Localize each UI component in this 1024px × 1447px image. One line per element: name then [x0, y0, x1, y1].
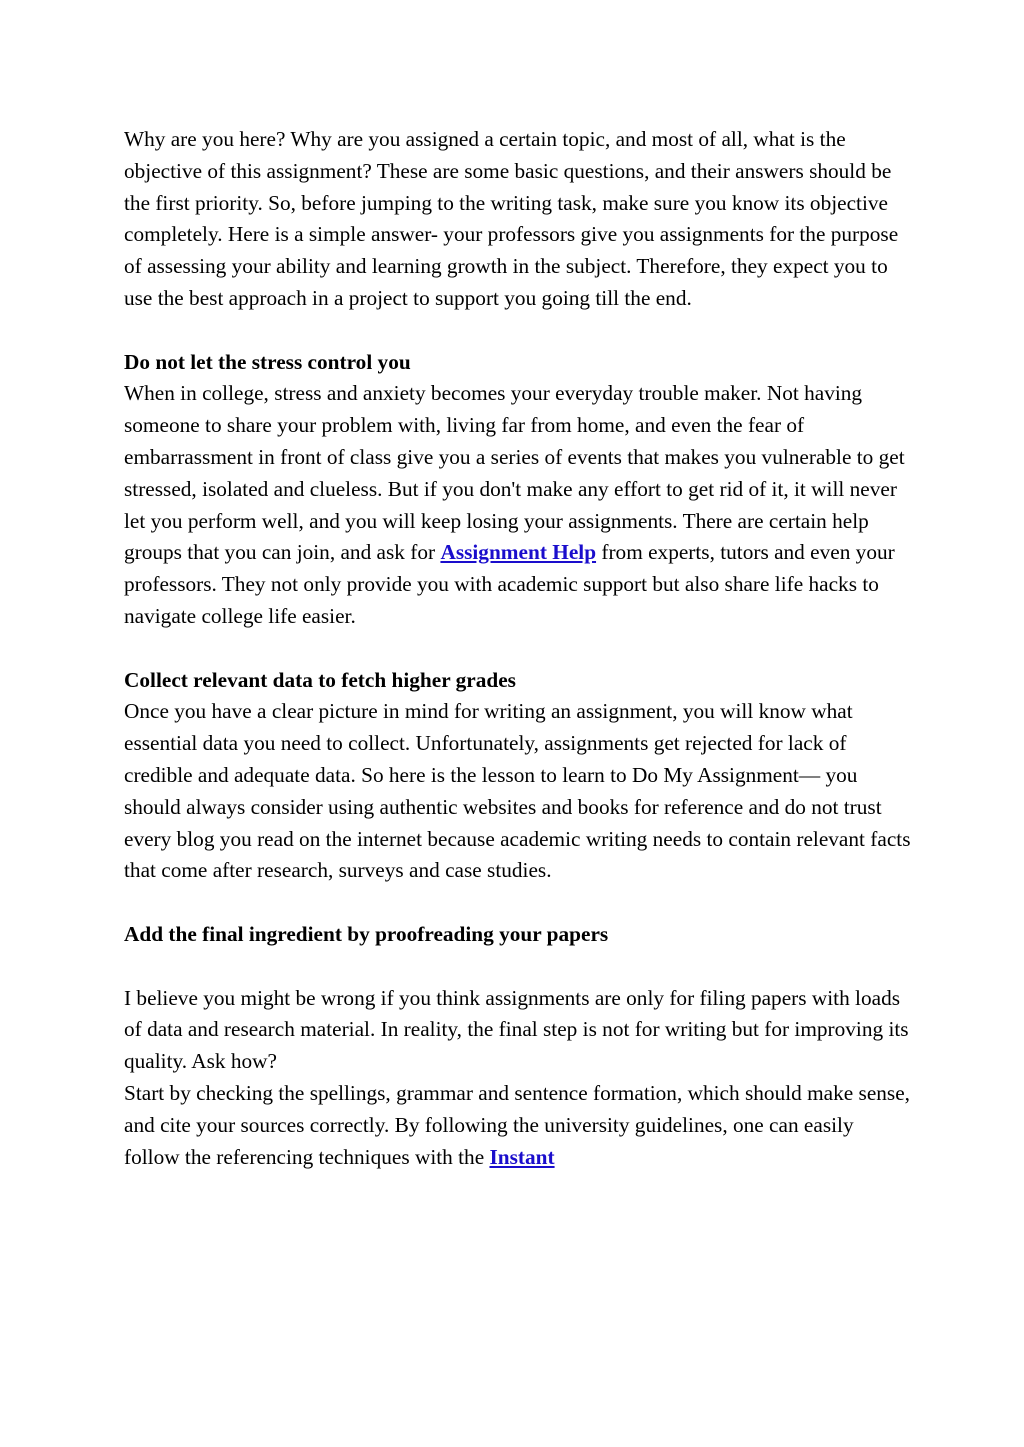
intro-paragraph: Why are you here? Why are you assigned a certain topic, and most of all, what is the objective of this assignment? These are some basic questions, and their answers should be the first priority. So, before jumping to the writing task, make sure you know its objective completely. Here is a simple answer- your professors give you assignments for the purpose of assessing your ability and learning growth in the subject. Therefore, they expect you to use the best approach in a project to support you going till the end.: [124, 127, 899, 310]
paragraph-gap: [124, 315, 914, 347]
paragraph-gap: [124, 951, 914, 983]
stress-text-after-link: from experts, tutors and even your professors. They not only provide you with academic support but also share life hacks to navigate college life easier.: [124, 540, 895, 628]
proofread-paragraph-1: I believe you might be wrong if you think assignments are only for filing papers with loads of data and research material. In reality, the final step is not for writing but for improving its quality. Ask how?: [124, 985, 909, 1074]
stress-paragraph: [124, 378, 914, 632]
section-heading-stress: Do not let the stress control you: [124, 349, 411, 374]
stress-text-before-link: When in college, stress and anxiety becomes your everyday trouble maker. Not having someone to share your problem with, living far from home, and even the fear of embarrassment in front of class give you a series of events that makes you vulnerable to get stressed, isolated and clueless. But if you don't make any effort to get rid of it, it will never let you perform well, and you will keep losing your assignments. There are certain help groups that you can join, and ask for: [124, 381, 905, 565]
instant-link[interactable]: Instant: [489, 1144, 555, 1169]
section-heading-proofread: Add the final ingredient by proofreading your papers: [124, 921, 609, 946]
section-heading-data: Collect relevant data to fetch higher grades: [124, 667, 516, 692]
proofread-text-before-link: Start by checking the spellings, grammar and sentence formation, which should make sense, and cite your sources correctly. By following the university guidelines, one can easily follow the referencing techniques with the: [124, 1080, 910, 1169]
data-paragraph: Once you have a clear picture in mind for writing an assignment, you will know what essential data you need to collect. Unfortunately, assignments get rejected for lack of credible and adequate data. So here is the lesson to learn to Do My Assignment— you should always consider using authentic websites and books for reference and do not trust every blog you read on the internet because academic writing needs to contain relevant facts that come after research, surveys and case studies.: [124, 699, 911, 883]
document-page: [124, 124, 914, 1173]
assignment-help-link[interactable]: Assignment Help: [440, 540, 597, 565]
paragraph-gap: [124, 887, 914, 919]
paragraph-gap: [124, 633, 914, 665]
proofread-paragraph-2: [124, 1078, 914, 1173]
